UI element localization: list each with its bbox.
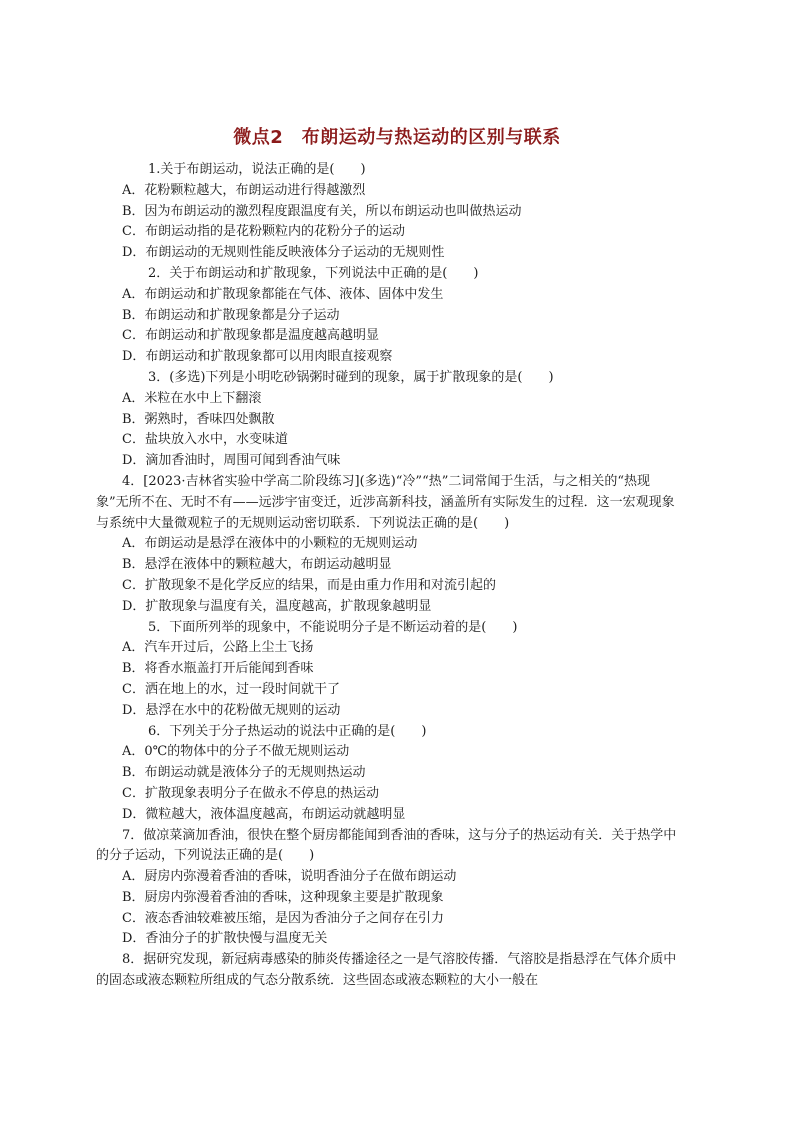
option-d: D．悬浮在水中的花粉做无规则的运动 (122, 702, 341, 718)
question-1 (122, 160, 677, 264)
option-b: B．粥熟时，香味四处飘散 (122, 411, 275, 427)
option-a: A．汽车开过后，公路上尘土飞扬 (122, 640, 314, 656)
option-c: C．液态香油较难被压缩，是因为香油分子之间存在引力 (122, 910, 444, 926)
question-4 (96, 472, 677, 618)
option-c: C．盐块放入水中，水变味道 (122, 432, 288, 448)
question-6 (122, 722, 677, 826)
option-d: D．扩散现象与温度有关，温度越高，扩散现象越明显 (122, 598, 432, 614)
option-a: A．米粒在水中上下翻滚 (122, 390, 262, 406)
question-3 (122, 368, 677, 472)
option-a: A．花粉颗粒越大，布朗运动进行得越激烈 (122, 182, 366, 198)
option-d: D．微粒越大，液体温度越高，布朗运动就越明显 (122, 806, 406, 822)
option-b: B．厨房内弥漫着香油的香味，这种现象主要是扩散现象 (122, 889, 444, 905)
option-c: C．洒在地上的水，过一段时间就干了 (122, 681, 340, 697)
option-c: C．布朗运动和扩散现象都是温度越高越明显 (122, 328, 379, 344)
option-a: A．厨房内弥漫着香油的香味，说明香油分子在做布朗运动 (122, 869, 457, 885)
question-stem: 1.关于布朗运动，说法正确的是( ) (148, 162, 366, 177)
question-stem: 7．做凉菜滴加香油，很快在整个厨房都能闻到香油的香味，这与分子的热运动有关．关于热学中的分子运动，下列说法正确的是( ) (96, 827, 677, 864)
option-c: C．扩散现象表明分子在做永不停息的热运动 (122, 785, 379, 801)
question-stem: 3．(多选)下列是小明吃砂锅粥时碰到的现象，属于扩散现象的是( ) (148, 369, 554, 385)
question-2 (122, 264, 677, 368)
option-d: D．布朗运动的无规则性能反映液体分子运动的无规则性 (122, 245, 445, 261)
option-d: D．布朗运动和扩散现象都可以用肉眼直接观察 (122, 349, 393, 365)
option-d: D．香油分子的扩散快慢与温度无关 (122, 931, 328, 947)
question-stem: 4．[2023·吉林省实验中学高二阶段练习](多选)“冷”“热”二词常闻于生活，与之相关的“热现象”无所不在、无时不有——远涉宇宙变迁，近涉高新科技，涵盖所有实际发生的过程．这一宏观现象与系统中大量微观粒子的无规则运动密切联系．下列说法正确的是( ) (96, 473, 675, 531)
option-b: B．布朗运动就是液体分子的无规则热运动 (122, 765, 366, 781)
page-title: 微点2 布朗运动与热运动的区别与联系 (233, 127, 561, 148)
option-c: C．扩散现象不是化学反应的结果，而是由重力作用和对流引起的 (122, 577, 496, 593)
option-c: C．布朗运动指的是花粉颗粒内的花粉分子的运动 (122, 224, 405, 240)
question-8 (96, 950, 677, 992)
option-a: A．0℃的物体中的分子不做无规则运动 (122, 744, 350, 760)
option-a: A．布朗运动是悬浮在液体中的小颗粒的无规则运动 (122, 536, 418, 552)
question-stem: 5．下面所列举的现象中，不能说明分子是不断运动着的是( ) (148, 619, 518, 635)
question-list (96, 160, 677, 992)
question-5 (122, 618, 677, 722)
option-b: B．因为布朗运动的激烈程度跟温度有关，所以布朗运动也叫做热运动 (122, 203, 522, 219)
question-7 (96, 826, 677, 951)
option-b: B．布朗运动和扩散现象都是分子运动 (122, 307, 340, 323)
option-b: B．将香水瓶盖打开后能闻到香味 (122, 661, 314, 677)
question-stem: 8．据研究发现，新冠病毒感染的肺炎传播途径之一是气溶胶传播．气溶胶是指悬浮在气体介质中的固态或液态颗粒所组成的气态分散系统．这些固态或液态颗粒的大小一般在 (96, 952, 677, 989)
option-a: A．布朗运动和扩散现象都能在气体、液体、固体中发生 (122, 286, 444, 302)
option-b: B．悬浮在液体中的颗粒越大，布朗运动越明显 (122, 557, 392, 573)
question-stem: 2．关于布朗运动和扩散现象，下列说法中正确的是( ) (148, 265, 479, 281)
option-d: D．滴加香油时，周围可闻到香油气味 (122, 453, 341, 469)
question-stem: 6．下列关于分子热运动的说法中正确的是( ) (148, 723, 427, 739)
